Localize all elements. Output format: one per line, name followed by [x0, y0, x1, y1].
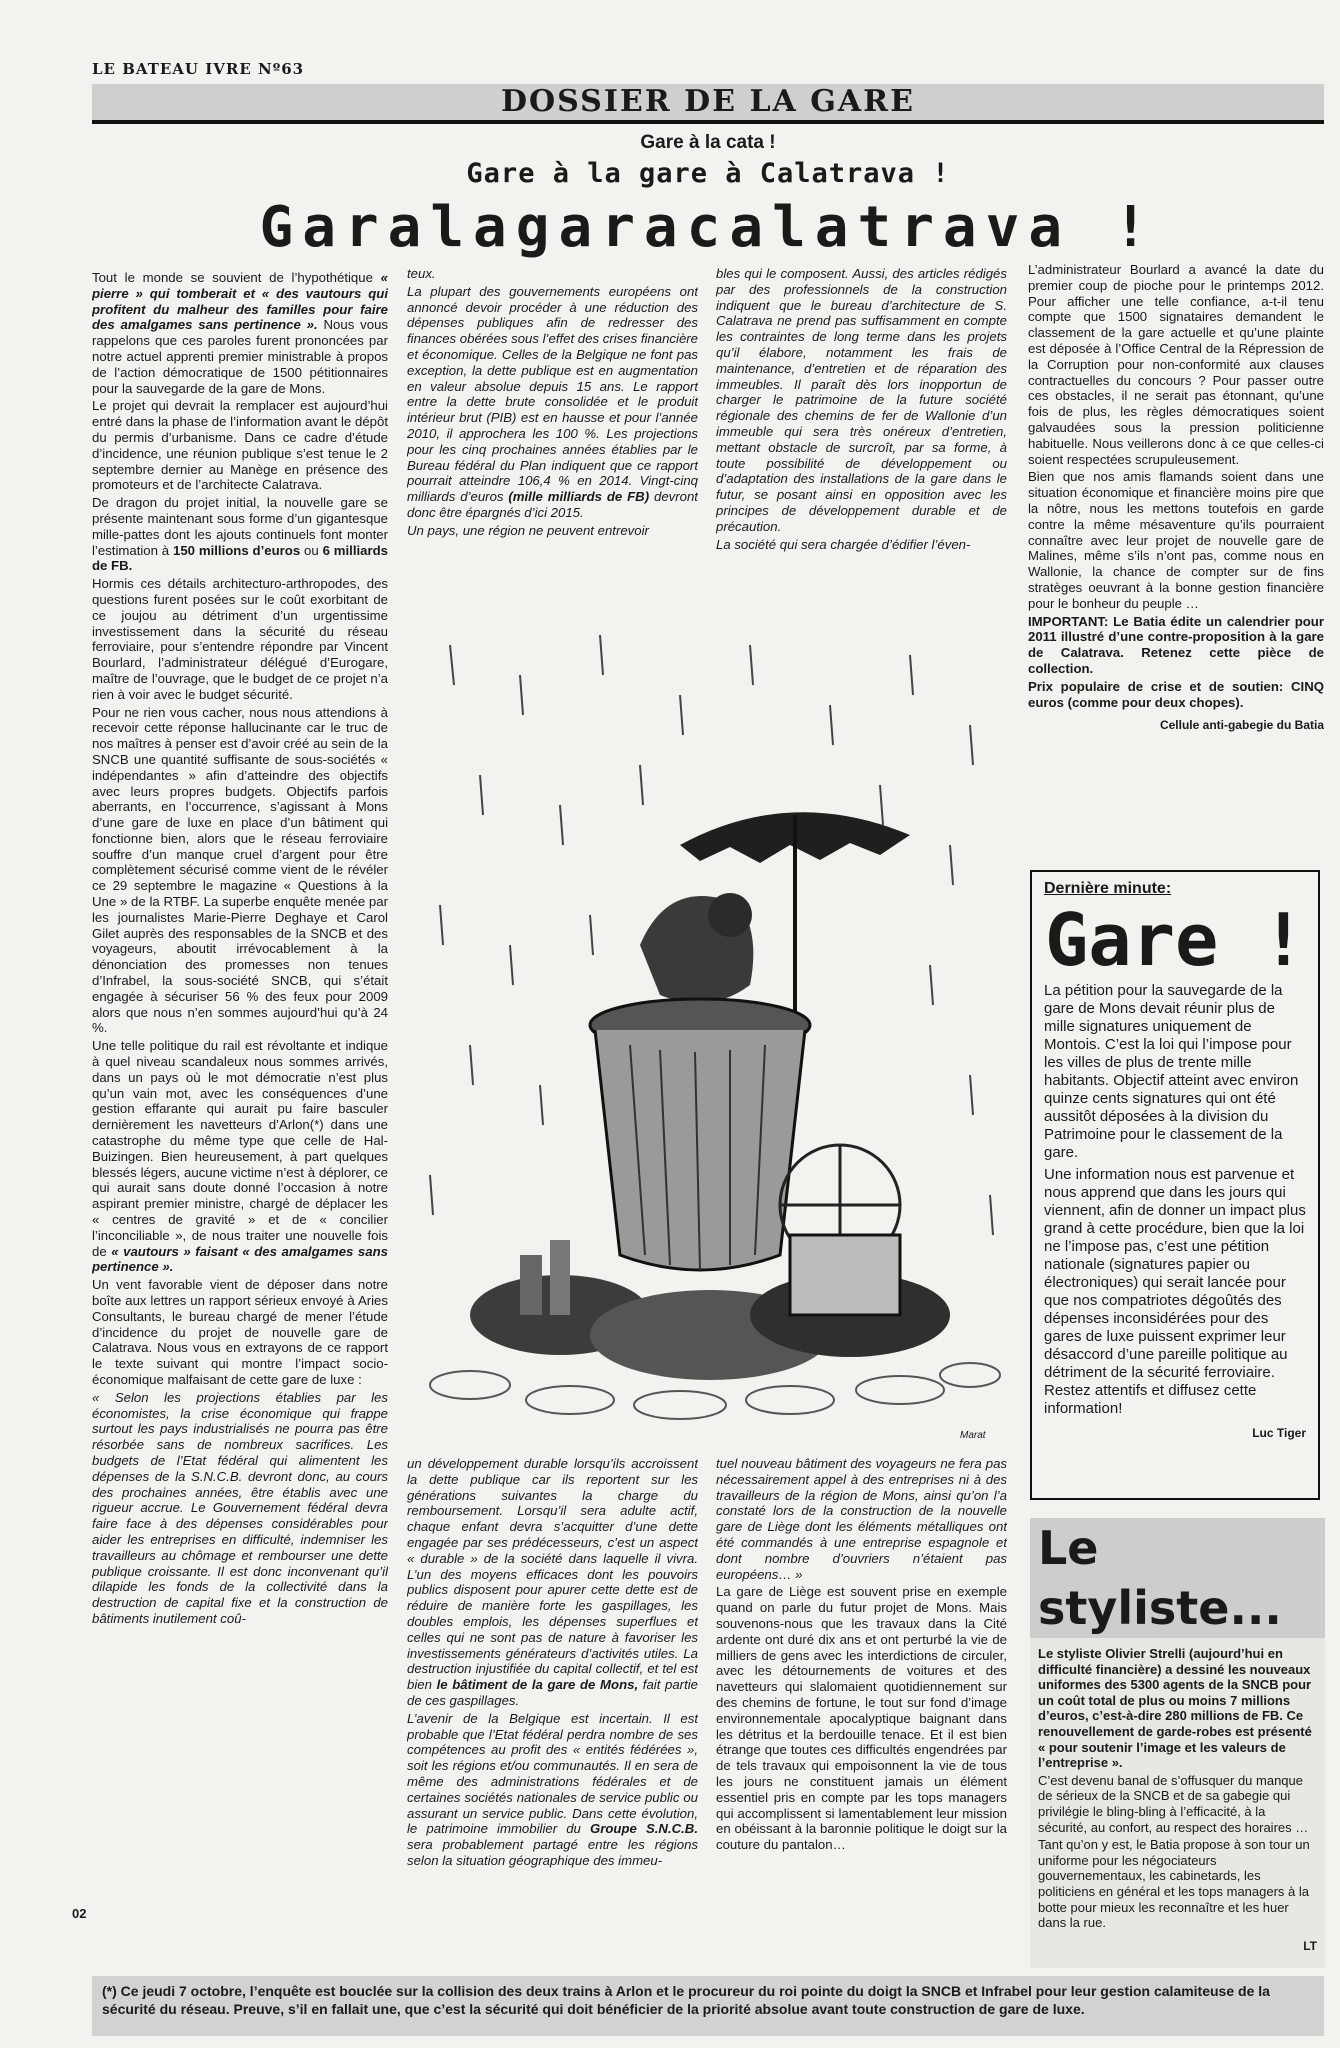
quote-paragraph: « Selon les projections établies par les économistes, la crise économique qui frappe surtout les pays industrialisés ne pourra pas être résorbée sans de nombreux sacrifices. Les budgets de l’Etat fédéral qui alimentent les dépenses de la S.N.C.B. devront donc, au cours des prochaines années, être établis avec une rigueur accrue. Le Gouvernement fédéral devra faire face à des dépenses considérables pour aider les entreprises en difficulté, indemniser les travailleurs au chômage et rembourser une dette publique croissante. Il est donc inconvenant qu’il dilapide les fonds de la collectivité dans la destruction de capital fixe et la construction de bâtiments inutilement coû- — [92, 1389, 388, 1626]
paragraph: Une telle politique du rail est révoltante et indique à quel niveau scandaleux nous sommes arrivés, dans un pays où le mot démocratie n’est plus qu’un vain mot, avec les conséquences d’une gestion effarante qui aurait pu faire basculer dernièrement les navetteurs d’Arlon(*) dans une catastrophe du même type que celle de Hal-Buizingen. Bien heureusement, à part quelques blessés légers, aucune victime n’est à déplorer, ce qui aurait sans doute donné l’occasion à notre aspirant premier ministre, chargé de déplacer les « centres de gravité » et de « concilier l’inconciliable », de nous traiter une nouvelle fois de « vautours » faisant « des amalgames sans pertinence ». — [92, 1038, 388, 1275]
price-note: Prix populaire de crise et de soutien: CINQ euros (comme pour deux chopes). — [1028, 678, 1324, 710]
article-column-3-bottom — [716, 1456, 1007, 1970]
paragraph: Le styliste Olivier Strelli (aujourd’hui en difficulté financière) a dessiné les nouveaux uniformes des 5300 agents de la SNCB pour un coût total de plus ou moins 7 millions d’euros, c’est-à-dire 280 millions de FB. Ce renouvellement de garde-robes est présenté « pour soutenir l’image et les valeurs de l’entreprise ». — [1038, 1646, 1312, 1771]
trash-can — [590, 999, 810, 1270]
paragraph: L’administrateur Bourlard a avancé la date du premier coup de pioche pour le printemps 2012. Pour afficher une telle confiance, a-t-il tenu compte que 1500 signataires demandent le classement de la gare actuelle et qu’une plainte est déposée à l’Office Central de la Répression de la Corruption pour non-conformité aux clauses contractuelles du concours ? Pour passer outre ces obstacles, il ne serait pas étonnant, qu’une fois de plus, les règles démocratiques soient galvaudées sous la pression politicienne habituelle. Nous veillerons donc à ce que celles-ci soient respectées scrupuleusement. — [1028, 262, 1324, 467]
article-column-1 — [92, 270, 388, 1970]
quote-paragraph: tuel nouveau bâtiment des voyageurs ne fera pas nécessairement appel à des entreprises ni à des travailleurs de la région de Mons, ainsi qu’on l’a constaté lors de la construction de la nouvelle gare de Liège dont les éléments métalliques ont été commandés à une entreprise espagnole et dont nombre d’ouvriers n’étaient pas européens… » — [716, 1456, 1007, 1582]
paragraph: Un vent favorable vient de déposer dans notre boîte aux lettres un rapport sérieux envoyé à Aries Consultants, le bureau chargé de mener l’étude d’incidence du projet de nouvelle gare de Calatrava. Nous vous en extrayons de ce rapport le texte suivant qui montre l’impact socio-économique malfaisant de cette gare de luxe : — [92, 1277, 388, 1387]
paragraph: Une information nous est parvenue et nous apprend que dans les jours qui viennent, afin de donner un impact plus grand à cette procédure, bien que la loi ne l’impose pas, c’est une pétition nationale (signatures papier ou électroniques) qui serait lancée pour que nos compatriotes dégoûtés des dépenses inconsidérées pour des gares de luxe puissent exprimer leur désaccord d’une pareille politique au détriment de la sécurité ferroviaire. Restez attentifs et diffusez cette information! — [1044, 1166, 1306, 1417]
subheadline: Gare à la gare à Calatrava ! — [466, 158, 950, 189]
box-signature: Luc Tiger — [1252, 1426, 1306, 1440]
paragraph: Pour ne rien vous cacher, nous nous attendions à recevoir cette réponse hallucinante car le truc de nos maîtres à penser est d’avoir créé au sein de la SNCB une quantité suffisante de sous-sociétés « indépendantes » afin d’atteindre des objectifs avec leurs propres budgets. Objectifs parfois aberrants, en l’occurrence, s’agissant à Mons d’une gare de luxe en place d’un bâtiment qui fonctionne bien, alors que le réseau ferroviaire souffre d’un manque cruel d’argent pour être complètement sécurisé comme vient de le révéler ce 29 septembre le magazine « Questions à la Une » de la RTBF. La superbe enquête menée par les journalistes Marie-Pierre Deghaye et Carol Gilet auprès des responsables de la SNCB et des voyageurs, aboutit irrévocablement à la dénonciation des promesses non tenues d’Infrabel, la sous-société SNCB, qui s’était engagée à sécuriser 56 % des feux pour 2009 alors que nous n’en sommes aujourd’hui qu’à 24 %. — [92, 704, 388, 1036]
paragraph: L’avenir de la Belgique est incertain. Il est probable que l’Etat fédéral perdra nombre de ses compétences au profit des « entités fédérées », soit les régions et/ou communautés. Il en sera de même des administrations fédérales et de certaines sociétés nationales de service public ou assurant un service public. Dans cette évolution, le patrimoine immobilier du Groupe S.N.C.B. sera probablement partagé entre les régions selon la situation géographique des immeu- — [407, 1710, 698, 1868]
breaking-news-box — [1030, 870, 1320, 1500]
box-text — [1044, 982, 1306, 1418]
section-title: DOSSIER DE LA GARE — [501, 84, 915, 119]
article-column-2-top — [407, 266, 698, 616]
paragraph: Bien que nos amis flamands soient dans une situation économique et financière moins pire que la nôtre, nous les mettons toutefois en garde contre la même mésaventure qu’ils pourraient connaître avec leur projet de nouvelle gare de Malines, même s’ils n’ont pas, comme nous en Wallonie, la chance de compter sur de fins stratèges oeuvrant à la bonne gestion financière pour le bonheur du peuple … — [1028, 469, 1324, 611]
paragraph: C’est devenu banal de s’offusquer du manque de sérieux de la SNCB et de sa gabegie qui privilégie le bling-bling à l’efficacité, à la sécurité, au confort, au respect des horaires … — [1038, 1772, 1309, 1835]
article-column-3-top — [716, 266, 1007, 616]
footnote: (*) Ce jeudi 7 octobre, l’enquête est bouclée sur la collision des deux trains à Arlon et le procureur du roi pointe du doigt la SNCB et Infrabel pour leur gestion calamiteuse de la sécurité du réseau. Preuve, s’il en fallait une, que c’est la sécurité qui doit bénéficier de la priorité absolue avant toute construction de gare de luxe. — [92, 1976, 1324, 2036]
box-kicker: Dernière minute: — [1044, 880, 1172, 897]
paragraph: un développement durable lorsqu’ils accroissent la dette publique car ils reportent sur les générations suivantes la charge du remboursement. Lorsqu’il sera adulte actif, chaque enfant devra s’acquitter d’une dette engagée par ses prédécesseurs, c’est un aspect « durable » de la société dans laquelle il vivra. L’un des moyens efficaces dont les pouvoirs publics disposent pour apurer cette dette est de réduire de manière forte les gaspillages, les doubles emplois, les dépenses superflues et celles qui ne sont pas de nature à favoriser les investissements générateurs d’activités utiles. La destruction injustifiée du capital collectif, et tel est bien le bâtiment de la gare de Mons, fait partie de ces gaspillages. — [407, 1456, 698, 1708]
signature: Cellule anti-gabegie du Batia — [1159, 718, 1324, 733]
styliste-title: Le styliste... — [1030, 1518, 1325, 1638]
styliste-signature: LT — [1303, 1938, 1317, 1953]
paragraph: De dragon du projet initial, la nouvelle gare se présente maintenant sous forme d’un gigantesque mille-pattes dont les ajouts continuels font monter l’estimation à 150 millions d’euros ou 6 milliards de FB. — [92, 495, 388, 574]
paragraph: La plupart des gouvernements européens ont annoncé devoir procéder à une réduction des dépenses publiques afin de redresser des finances obérées sous l’effet des crises financière et économique. Celles de la Belgique ne font pas exception, la dette publique est en augmentation en valeur absolue depuis 15 ans. Le rapport entre la dette brute consolidée et le produit intérieur brut (PIB) est en hausse et pour l’année 2010, il approchera les 100 %. Les projections pour les cinq prochaines années établies par le Bureau fédéral du Plan indiquent que ce rapport pourrait atteindre 106,4 % en 2014. Vingt-cinq milliards d’euros (mille milliards de FB) devront donc être épargnés d’ici 2015. — [407, 283, 698, 520]
styliste-text — [1038, 1646, 1317, 1931]
paragraph: Un pays, une région ne peuvent entrevoir — [407, 522, 649, 538]
styliste-box — [1030, 1518, 1325, 1968]
paragraph: La pétition pour la sauvegarde de la gare de Mons devait réunir plus de mille signatures uniquement de Montois. C’est la loi qui l’impose pour les villes de plus de trente mille habitants. Objectif atteint avec environ quinze cents signatures qui ont été aussitôt déposées à la division du Patrimoine pour le classement de la gare. — [1044, 982, 1299, 1161]
masthead: LE BATEAU IVRE Nº63 — [92, 60, 305, 78]
illustration-caption: Marat — [960, 1430, 986, 1441]
paragraph: bles qui le composent. Aussi, des articles rédigés par des professionnels de la construction indiquent que le bureau d’architecture de S. Calatrava ne prend pas suffisamment en compte les contraintes de long terme dans les projets qu’il élabore, notamment les frais de maintenance, d’entretien et de réparation des immeubles. Il paraît dès lors inopportun de charger le patrimoine de la future société régionale des chemins de fer de Wallonie d’un immeuble qui sera très onéreux d’entretien, mettant obstacle de surcroît, par sa forme, à toute possibilité de développement ou d’adaptation des installations de la gare dans le futur, se posant ainsi en opposition avec les principes de développement durable et de précaution. — [716, 266, 1007, 534]
figure — [640, 893, 753, 1003]
box-title: Gare ! — [1044, 898, 1306, 982]
headline: Garalagaracalatrava ! — [259, 195, 1157, 260]
paragraph: Le projet qui devrait la remplacer est aujourd’hui entré dans la phase de l’information avant le dépôt du permis d’urbanisme. Dans ce cadre d’étude d’incidence, une réunion publique s’est tenue le 2 septembre dernier au Manège en présence des promoteurs et de l’architecte Calatrava. — [92, 398, 388, 493]
paragraph: Tout le monde se souvient de l’hypothétique « pierre » qui tomberait et « des vautours qui profitent du malheur des familles pour faire des amalgames sans pertinence ». Nous vous rappelons que ces paroles furent prononcées par notre actuel apprenti premier ministrable à propos de l’action démocratique de 1500 pétitionnaires pour la sauvegarde de la gare de Mons. — [92, 270, 388, 396]
article-column-4 — [1028, 262, 1324, 822]
paragraph: teux. — [407, 266, 436, 281]
announcement: IMPORTANT: Le Batia édite un calendrier pour 2011 illustré d’une contre-proposition à la gare de Calatrava. Retenez cette pièce de collection. — [1028, 613, 1324, 676]
article-column-2-bottom — [407, 1456, 698, 1970]
paragraph: La gare de Liège est souvent prise en exemple quand on parle du futur projet de Mons. Mais souvenons-nous que les travaux dans la Cité ardente ont duré dix ans et ont perturbé la vie de milliers de gens avec les interdictions de circuler, avec les détournements de voitures et des navetteurs qui slalomaient quotidiennement sur des chemins de fortune, le tout sur fond d’image environnementale apocalyptique baignant dans les détritus et la berdouille tenace. Et il est bien étrange que toutes ces difficultés engendrées par de tels travaux qui empoisonnent la vie de tous les jours ne constituent jamais un élément essentiel pris en compte par les tops managers qui accomplissent si lamentablement leur mission en obéissant à la baronnie politique le doigt sur la couture du pantalon… — [716, 1584, 1007, 1853]
illustration — [410, 615, 1010, 1435]
paragraph: Tant qu’on y est, le Batia propose à son tour un uniforme pour les négociateurs gouvernementaux, les cabinetards, les politiciens en général et les tops managers à la botte pour mieux les reconnaître et les huer dans la rue. — [1038, 1837, 1310, 1931]
paragraph: La société qui sera chargée d’édifier l’éven- — [716, 536, 971, 552]
section-banner — [92, 84, 1324, 124]
page-number: 02 — [72, 1906, 87, 1921]
paragraph: Hormis ces détails architecturo-arthropodes, des questions furent posées sur le coût exorbitant de ce joujou au détriment d’un urgentissime investissement dans la sécurité du réseau ferroviaire, pour s’entendre répondre par Vincent Bourlard, l’administrateur délégué d’Eurogare, maître de l’ouvrage, que le budget de ce projet n’a rien à voir avec le budget sécurité. — [92, 576, 388, 702]
kicker: Gare à la cata ! — [640, 132, 776, 153]
